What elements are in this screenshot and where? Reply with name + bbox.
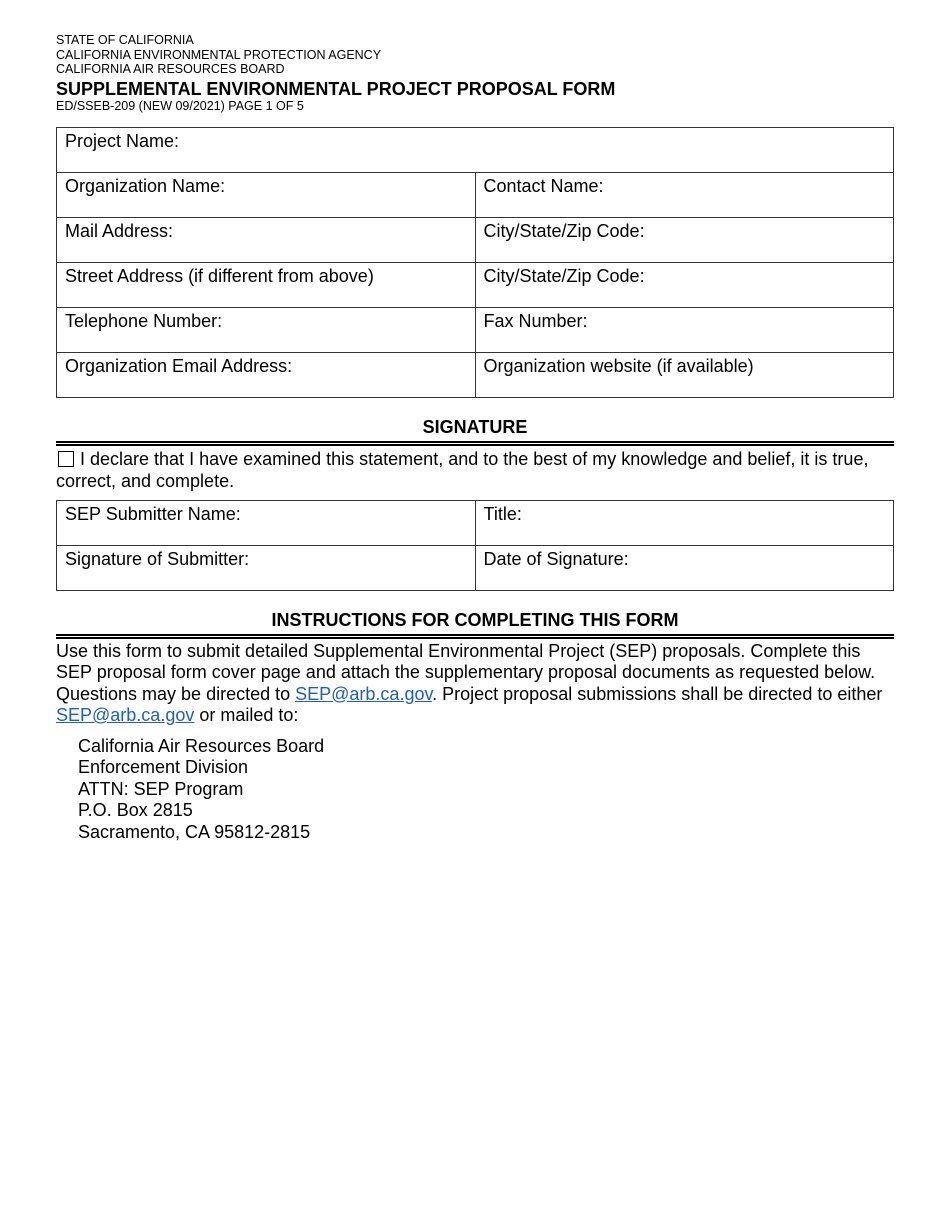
submitter-name-field[interactable]: SEP Submitter Name: [57,500,476,545]
form-header [56,33,894,113]
board-label: CALIFORNIA AIR RESOURCES BOARD [56,62,285,76]
submitter-title-field[interactable]: Title: [475,500,894,545]
organization-name-field[interactable]: Organization Name: [57,172,476,217]
fax-field[interactable]: Fax Number: [475,307,894,352]
mail-address-field[interactable]: Mail Address: [57,217,476,262]
project-name-field[interactable]: Project Name: [57,127,894,172]
instructions-heading: INSTRUCTIONS FOR COMPLETING THIS FORM [56,610,894,639]
street-city-state-zip-field[interactable]: City/State/Zip Code: [475,262,894,307]
declaration [56,448,894,492]
street-address-field[interactable]: Street Address (if different from above) [57,262,476,307]
telephone-field[interactable]: Telephone Number: [57,307,476,352]
sep-email-link-1[interactable]: SEP@arb.ca.gov [295,683,433,704]
form-id: ED/SSEB-209 (NEW 09/2021) PAGE 1 OF 5 [56,98,304,113]
org-email-field[interactable]: Organization Email Address: [57,352,476,397]
address-line: Enforcement Division [78,757,249,777]
contact-name-field[interactable]: Contact Name: [475,172,894,217]
declaration-checkbox[interactable] [58,451,74,467]
signature-date-field[interactable]: Date of Signature: [475,545,894,590]
org-website-field[interactable]: Organization website (if available) [475,352,894,397]
instructions-text-2: . Project proposal submissions shall be directed to either [432,683,883,704]
submitter-signature-field[interactable]: Signature of Submitter: [57,545,476,590]
address-line: ATTN: SEP Program [78,778,244,799]
instructions-paragraph [56,641,894,727]
mail-city-state-zip-field[interactable]: City/State/Zip Code: [475,217,894,262]
signature-table [56,500,894,591]
declaration-text: I declare that I have examined this statement, and to the best of my knowledge and belief, it is true, correct, and complete. [56,448,869,491]
address-line: California Air Resources Board [78,735,325,756]
agency-label: CALIFORNIA ENVIRONMENTAL PROTECTION AGENCY [56,47,382,62]
instructions-text-3: or mailed to: [194,705,299,725]
signature-heading: SIGNATURE [56,417,894,446]
address-line: Sacramento, CA 95812-2815 [78,821,311,842]
form-page [56,33,894,843]
address-line: P.O. Box 2815 [78,800,193,820]
organization-table [56,127,894,398]
form-title: SUPPLEMENTAL ENVIRONMENTAL PROJECT PROPOSAL FORM [56,78,616,99]
mailing-address [78,736,894,844]
sep-email-link-2[interactable]: SEP@arb.ca.gov [56,705,195,725]
instructions-text-1: Use this form to submit detailed Supplemental Environmental Project (SEP) proposals. Complete this SEP proposal form cover page and attach the supplementary proposal documents as requested below. Questions may be directed to [56,640,876,704]
state-label: STATE OF CALIFORNIA [56,33,194,47]
